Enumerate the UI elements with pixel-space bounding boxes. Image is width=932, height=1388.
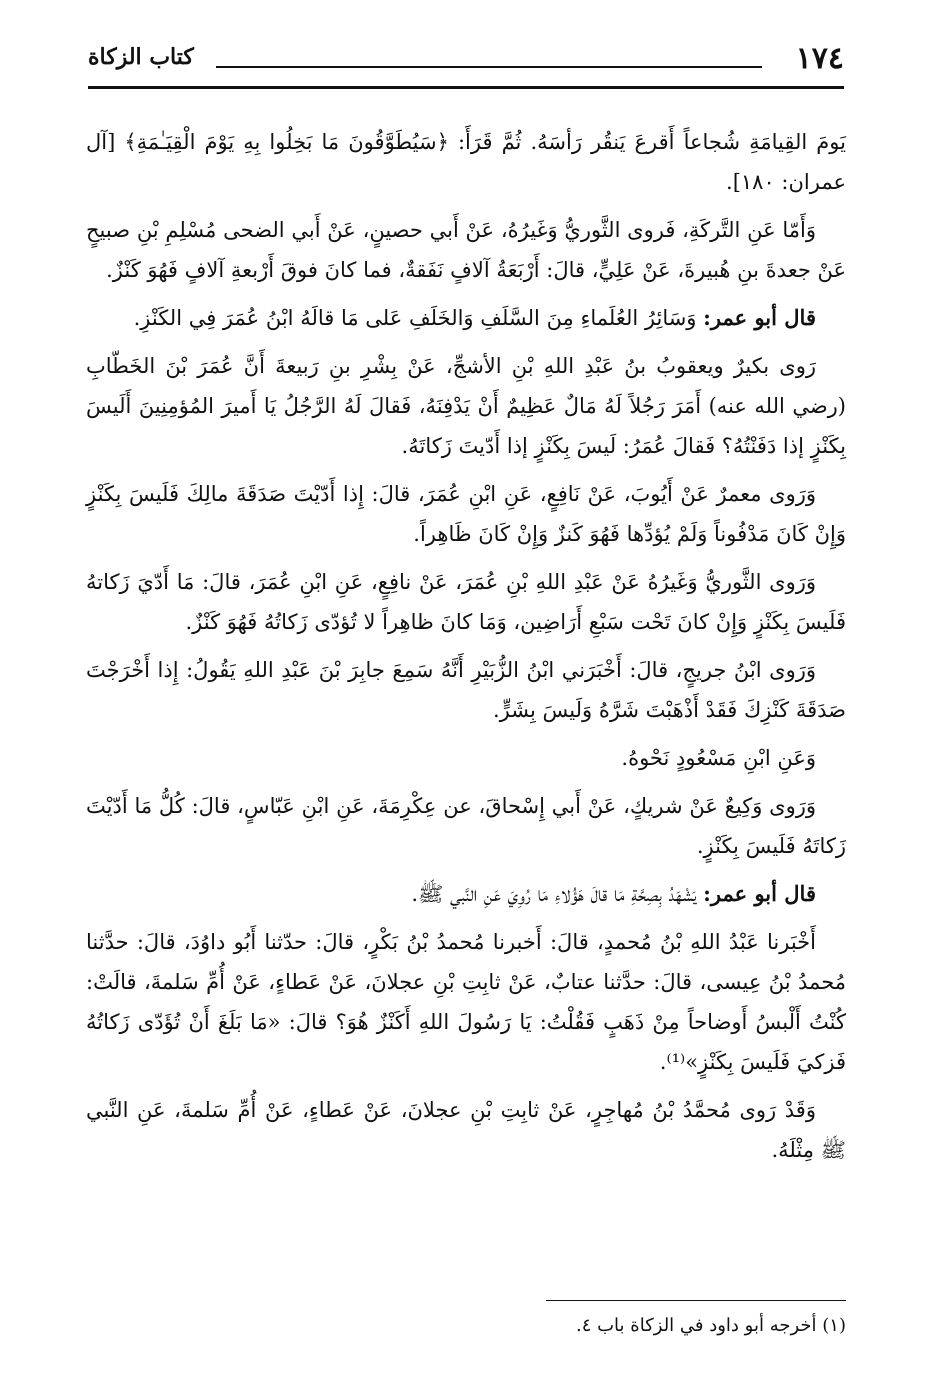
paragraph-4: رَوى بكيرٌ ويعقوبُ بنُ عَبْدِ اللهِ بْنِ الأشجِّ، عَنْ بِشْرِ بنِ رَبيعةَ أَنَّ عُمَرَ بْنَ الخَطّابِ (رضي الله عنه) أَمَرَ رَجُلاً لَهُ مَالٌ عَظِيمٌ أَنْ يَدْفِنَهُ، فَقالَ لَهُ الرَّجُلُ يَا أَميرَ المُؤمِنِينَ أَلَيسَ بِكَنْزٍ إذا دَفَنْتُهُ؟ فَقالَ عُمَرُ: لَيسَ بِكَنْزٍ إذا أَدّيتَ زَكاتَهُ. xyxy=(86,354,846,458)
speaker-label: قال أبو عمر: xyxy=(703,305,816,330)
page-body xyxy=(86,122,846,1178)
paragraph-8: وَعَنِ ابْنِ مَسْعُودٍ نَحْوهُ. xyxy=(621,746,816,770)
paragraph-3 xyxy=(86,298,846,338)
paragraph-6: وَرَوى الثَّوريُّ وَغَيرُهُ عَنْ عَبْدِ اللهِ بْنِ عُمَرَ، عَنْ نافِعٍ، عَنِ ابْنِ عُمَرَ، قالَ: مَا أَدّيَ زَكاتهُ فَلَيسَ بِكَنْزٍ وَإِنْ كانَ تَحْت سَبْعِ أَرَاضِين، وَمَا كانَ ظاهِراً لا تُؤدّى زَكاتُهُ فَهُوَ كَنْزٌ. xyxy=(86,570,846,634)
header-rule xyxy=(88,86,844,89)
page-number: ١٧٤ xyxy=(795,41,844,76)
footnote-separator xyxy=(546,1300,846,1301)
paragraph-7: وَرَوى ابْنُ جريجٍ، قالَ: أَخْبَرَني ابْنُ الزُّبَيْرِ أَنَّهُ سَمِعَ جابِرَ بْنَ عَبْدِ اللهِ يَقُولُ: إِذا أَخْرَجْتَ صَدَقَةَ كَنْزِكَ فَقَدْ أَذْهَبْتَ شَرَّهُ وَلَيسَ بِشَرٍّ. xyxy=(86,658,846,722)
paragraph-10 xyxy=(86,874,846,914)
paragraph-10-text: يَشْهَدُ بِصِحَّةِ مَا قالَ هَؤُلاءِ مَا رُوِيَ عَنِ النَّبي ﷺ. xyxy=(411,882,704,906)
footnote: (١) أخرجه أبو داود في الزكاة باب ٤. xyxy=(575,1315,846,1336)
page-header xyxy=(88,38,844,88)
paragraph-5: وَرَوى معمرٌ عَنْ أَيُوبَ، عَنْ نَافِعٍ، عَنِ ابْنِ عُمَرَ، قالَ: إِذا أَدّيْتَ صَدَقَةَ مالِكَ فَلَيسَ بِكَنْزٍ وَإِنْ كَانَ مَدْفُوناً وَلَمْ يُؤدِّها فَهُوَ كَنزٌ وَإِنْ كَانَ ظَاهِراً. xyxy=(86,482,846,546)
paragraph-12: وَقَدْ رَوى مُحمَّدُ بْنُ مُهاجِرٍ، عَنْ ثابِتِ بْنِ عجلانَ، عَنْ عَطاءٍ، عَنْ أُمِّ سَلمةَ، عَنِ النَّبي ﷺ مِثْلَهُ. xyxy=(86,1098,846,1162)
paragraph-11: أَخْبَرنا عَبْدُ اللهِ بْنُ مُحمدٍ، قالَ: أَخبرنا مُحمدُ بْنُ بَكْرٍ، قالَ: حدّثنا أَبُو داوُدَ، قالَ: حدَّثنا مُحمدُ بْنُ عِيسى، قالَ: حدَّثنا عتابٌ، عَنْ ثابِتِ بْنِ عجلانَ، عَنْ عَطاءٍ، عَنْ أُمِّ سَلمةَ، قالَتْ: كُنْتُ أَلْبسُ أَوضاحاً مِنْ ذَهَبٍ فَقُلْتُ: يَا رَسُولَ اللهِ أَكَنْزٌ هُوَ؟ قالَ: «مَا بَلَغَ أَنْ تُؤَدّى زَكاتُهُ فَزكيَ فَلَيسَ بِكَنْزٍ»⁽¹⁾. xyxy=(86,930,847,1074)
paragraph-2: وَأَمّا عَنِ التَّركَةِ، فَروى الثَّوريُّ وَغَيرُهُ، عَنْ أَبي حصينٍ، عَنْ أَبي الضحى مُسْلِمِ بْنِ صبيحٍ عَنْ جعدةَ بنِ هُبيرةَ، عَنْ عَلِيٍّ، قالَ: أَرْبَعَةُ آلافٍ نَفَقةٌ، فما كانَ فوقَ أَرْبعةِ آلافٍ فَهُوَ كَنْزٌ. xyxy=(86,218,846,282)
paragraph-9: وَرَوى وَكِيعٌ عَنْ شريكٍ، عَنْ أَبي إِسْحاقَ، عن عِكْرِمَةَ، عَنِ ابْنِ عَبّاسٍ، قالَ: كُلُّ مَا أَدّيْتَ زَكاتَهُ فَلَيسَ بِكَنْزٍ. xyxy=(86,794,846,858)
header-divider-line xyxy=(216,66,762,68)
speaker-label: قال أبو عمر: xyxy=(703,881,816,906)
paragraph-3-text: وَسَائِرُ العُلَماءِ مِنَ السَّلَفِ وَالخَلَفِ عَلى مَا قالَهُ ابْنُ عُمَرَ فِي الكَنْزِ. xyxy=(133,306,704,330)
book-title: كتاب الزكاة xyxy=(88,44,194,70)
paragraph-1: يَومَ القِيامَةِ شُجاعاً أَقرعَ يَنقُر رَأسَهُ. ثُمَّ قَرَأَ: ﴿سَيُطَوَّقُونَ مَا بَخِلُوا بِهِ يَوْمَ الْقِيَـٰمَةِ﴾ [آل عمران: ١٨٠]. xyxy=(86,130,846,194)
